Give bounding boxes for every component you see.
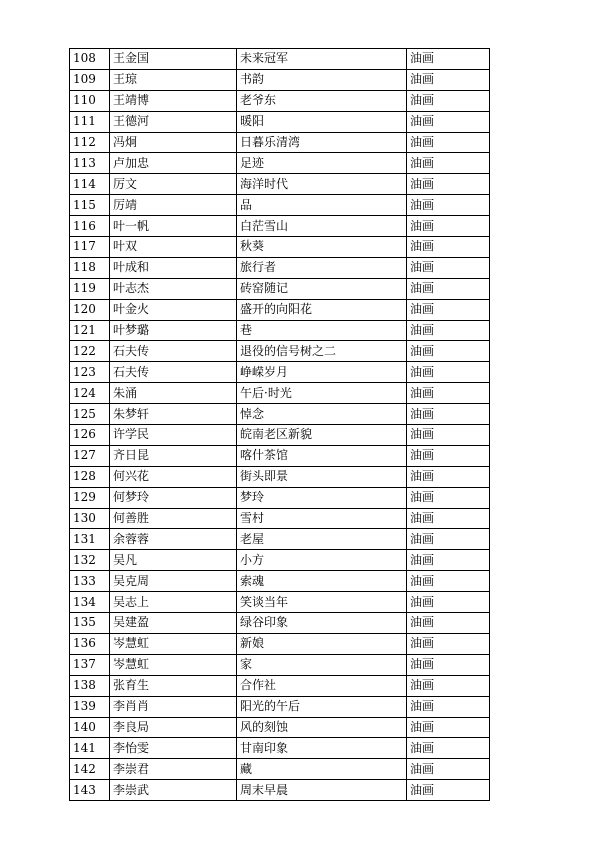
author-name-cell: 李怡雯 bbox=[110, 738, 237, 759]
entry-number-cell: 114 bbox=[70, 174, 110, 195]
author-name-cell: 叶成和 bbox=[110, 257, 237, 278]
table-row bbox=[70, 571, 490, 592]
medium-cell: 油画 bbox=[407, 278, 490, 299]
author-name-cell: 李崇君 bbox=[110, 759, 237, 780]
author-name-cell: 李肖肖 bbox=[110, 696, 237, 717]
author-name-cell: 叶梦璐 bbox=[110, 320, 237, 341]
medium-cell: 油画 bbox=[407, 320, 490, 341]
entry-number-cell: 139 bbox=[70, 696, 110, 717]
medium-cell: 油画 bbox=[407, 654, 490, 675]
author-name-cell: 李崇武 bbox=[110, 780, 237, 801]
medium-cell: 油画 bbox=[407, 404, 490, 425]
medium-cell: 油画 bbox=[407, 174, 490, 195]
medium-cell: 油画 bbox=[407, 299, 490, 320]
table-row bbox=[70, 299, 490, 320]
table-row bbox=[70, 111, 490, 132]
author-name-cell: 王靖博 bbox=[110, 90, 237, 111]
entry-number-cell: 125 bbox=[70, 404, 110, 425]
artwork-title-cell: 家 bbox=[237, 654, 407, 675]
artwork-title-cell: 皖南老区新貌 bbox=[237, 425, 407, 446]
table-row bbox=[70, 613, 490, 634]
artwork-title-cell: 老爷东 bbox=[237, 90, 407, 111]
artwork-table bbox=[69, 48, 490, 801]
author-name-cell: 厉靖 bbox=[110, 195, 237, 216]
table-row bbox=[70, 237, 490, 258]
artwork-title-cell: 砖窑随记 bbox=[237, 278, 407, 299]
table-row bbox=[70, 320, 490, 341]
entry-number-cell: 129 bbox=[70, 487, 110, 508]
entry-number-cell: 134 bbox=[70, 592, 110, 613]
entry-number-cell: 130 bbox=[70, 508, 110, 529]
table-row bbox=[70, 174, 490, 195]
medium-cell: 油画 bbox=[407, 592, 490, 613]
table-row bbox=[70, 529, 490, 550]
entry-number-cell: 110 bbox=[70, 90, 110, 111]
medium-cell: 油画 bbox=[407, 362, 490, 383]
artwork-title-cell: 未来冠军 bbox=[237, 49, 407, 70]
author-name-cell: 何善胜 bbox=[110, 508, 237, 529]
author-name-cell: 李良局 bbox=[110, 717, 237, 738]
medium-cell: 油画 bbox=[407, 550, 490, 571]
artwork-title-cell: 退役的信号树之二 bbox=[237, 341, 407, 362]
table-row bbox=[70, 487, 490, 508]
entry-number-cell: 120 bbox=[70, 299, 110, 320]
artwork-title-cell: 笑谈当年 bbox=[237, 592, 407, 613]
artwork-title-cell: 风的刻蚀 bbox=[237, 717, 407, 738]
entry-number-cell: 121 bbox=[70, 320, 110, 341]
artwork-title-cell: 新娘 bbox=[237, 633, 407, 654]
artwork-title-cell: 秋葵 bbox=[237, 237, 407, 258]
table-row bbox=[70, 216, 490, 237]
artwork-title-cell: 盛开的向阳花 bbox=[237, 299, 407, 320]
medium-cell: 油画 bbox=[407, 257, 490, 278]
table-row bbox=[70, 445, 490, 466]
artwork-title-cell: 旅行者 bbox=[237, 257, 407, 278]
table-row bbox=[70, 633, 490, 654]
medium-cell: 油画 bbox=[407, 341, 490, 362]
medium-cell: 油画 bbox=[407, 529, 490, 550]
entry-number-cell: 142 bbox=[70, 759, 110, 780]
artwork-title-cell: 日暮乐清湾 bbox=[237, 132, 407, 153]
entry-number-cell: 140 bbox=[70, 717, 110, 738]
entry-number-cell: 118 bbox=[70, 257, 110, 278]
medium-cell: 油画 bbox=[407, 445, 490, 466]
artwork-title-cell: 梦玲 bbox=[237, 487, 407, 508]
medium-cell: 油画 bbox=[407, 49, 490, 70]
artwork-title-cell: 街头即景 bbox=[237, 466, 407, 487]
artwork-title-cell: 喀什茶馆 bbox=[237, 445, 407, 466]
author-name-cell: 何梦玲 bbox=[110, 487, 237, 508]
entry-number-cell: 126 bbox=[70, 425, 110, 446]
medium-cell: 油画 bbox=[407, 738, 490, 759]
author-name-cell: 冯炯 bbox=[110, 132, 237, 153]
medium-cell: 油画 bbox=[407, 675, 490, 696]
table-row bbox=[70, 341, 490, 362]
entry-number-cell: 141 bbox=[70, 738, 110, 759]
author-name-cell: 齐日昆 bbox=[110, 445, 237, 466]
artwork-title-cell: 书韵 bbox=[237, 69, 407, 90]
entry-number-cell: 119 bbox=[70, 278, 110, 299]
author-name-cell: 吴建盈 bbox=[110, 613, 237, 634]
medium-cell: 油画 bbox=[407, 132, 490, 153]
author-name-cell: 吴克周 bbox=[110, 571, 237, 592]
table-row bbox=[70, 278, 490, 299]
medium-cell: 油画 bbox=[407, 237, 490, 258]
artwork-title-cell: 绿谷印象 bbox=[237, 613, 407, 634]
author-name-cell: 吴志上 bbox=[110, 592, 237, 613]
table-row bbox=[70, 49, 490, 70]
table-row bbox=[70, 759, 490, 780]
entry-number-cell: 117 bbox=[70, 237, 110, 258]
artwork-title-cell: 午后·时光 bbox=[237, 383, 407, 404]
table-row bbox=[70, 696, 490, 717]
author-name-cell: 余蓉蓉 bbox=[110, 529, 237, 550]
entry-number-cell: 123 bbox=[70, 362, 110, 383]
table-row bbox=[70, 508, 490, 529]
medium-cell: 油画 bbox=[407, 571, 490, 592]
medium-cell: 油画 bbox=[407, 508, 490, 529]
artwork-title-cell: 合作社 bbox=[237, 675, 407, 696]
table-row bbox=[70, 404, 490, 425]
table-row bbox=[70, 257, 490, 278]
table-row bbox=[70, 550, 490, 571]
author-name-cell: 朱涌 bbox=[110, 383, 237, 404]
artwork-title-cell: 甘南印象 bbox=[237, 738, 407, 759]
entry-number-cell: 109 bbox=[70, 69, 110, 90]
artwork-title-cell: 藏 bbox=[237, 759, 407, 780]
medium-cell: 油画 bbox=[407, 487, 490, 508]
entry-number-cell: 136 bbox=[70, 633, 110, 654]
table-row bbox=[70, 153, 490, 174]
author-name-cell: 王金国 bbox=[110, 49, 237, 70]
table-row bbox=[70, 383, 490, 404]
entry-number-cell: 131 bbox=[70, 529, 110, 550]
artwork-title-cell: 索魂 bbox=[237, 571, 407, 592]
table-row bbox=[70, 132, 490, 153]
author-name-cell: 张育生 bbox=[110, 675, 237, 696]
table-row bbox=[70, 675, 490, 696]
table-row bbox=[70, 195, 490, 216]
author-name-cell: 岑慧虹 bbox=[110, 654, 237, 675]
table-row bbox=[70, 425, 490, 446]
entry-number-cell: 128 bbox=[70, 466, 110, 487]
entry-number-cell: 122 bbox=[70, 341, 110, 362]
entry-number-cell: 132 bbox=[70, 550, 110, 571]
artwork-title-cell: 小方 bbox=[237, 550, 407, 571]
table-row bbox=[70, 654, 490, 675]
entry-number-cell: 108 bbox=[70, 49, 110, 70]
entry-number-cell: 127 bbox=[70, 445, 110, 466]
medium-cell: 油画 bbox=[407, 613, 490, 634]
entry-number-cell: 115 bbox=[70, 195, 110, 216]
artwork-title-cell: 悼念 bbox=[237, 404, 407, 425]
medium-cell: 油画 bbox=[407, 383, 490, 404]
author-name-cell: 厉文 bbox=[110, 174, 237, 195]
table-row bbox=[70, 90, 490, 111]
medium-cell: 油画 bbox=[407, 717, 490, 738]
author-name-cell: 叶金火 bbox=[110, 299, 237, 320]
table-row bbox=[70, 738, 490, 759]
artwork-title-cell: 足迹 bbox=[237, 153, 407, 174]
table-row bbox=[70, 592, 490, 613]
author-name-cell: 许学民 bbox=[110, 425, 237, 446]
artwork-title-cell: 雪村 bbox=[237, 508, 407, 529]
medium-cell: 油画 bbox=[407, 780, 490, 801]
author-name-cell: 叶志杰 bbox=[110, 278, 237, 299]
medium-cell: 油画 bbox=[407, 216, 490, 237]
medium-cell: 油画 bbox=[407, 425, 490, 446]
entry-number-cell: 124 bbox=[70, 383, 110, 404]
entry-number-cell: 133 bbox=[70, 571, 110, 592]
medium-cell: 油画 bbox=[407, 633, 490, 654]
artwork-title-cell: 暖阳 bbox=[237, 111, 407, 132]
author-name-cell: 石夫传 bbox=[110, 341, 237, 362]
entry-number-cell: 143 bbox=[70, 780, 110, 801]
table-row bbox=[70, 69, 490, 90]
medium-cell: 油画 bbox=[407, 466, 490, 487]
author-name-cell: 岑慧虹 bbox=[110, 633, 237, 654]
artwork-title-cell: 巷 bbox=[237, 320, 407, 341]
entry-number-cell: 137 bbox=[70, 654, 110, 675]
author-name-cell: 卢加忠 bbox=[110, 153, 237, 174]
medium-cell: 油画 bbox=[407, 153, 490, 174]
artwork-title-cell: 白茫雪山 bbox=[237, 216, 407, 237]
medium-cell: 油画 bbox=[407, 696, 490, 717]
author-name-cell: 何兴花 bbox=[110, 466, 237, 487]
artwork-title-cell: 阳光的午后 bbox=[237, 696, 407, 717]
table-row bbox=[70, 466, 490, 487]
artwork-table-body bbox=[70, 49, 490, 801]
medium-cell: 油画 bbox=[407, 69, 490, 90]
table-row bbox=[70, 780, 490, 801]
author-name-cell: 叶一帆 bbox=[110, 216, 237, 237]
medium-cell: 油画 bbox=[407, 90, 490, 111]
table-row bbox=[70, 362, 490, 383]
author-name-cell: 王琼 bbox=[110, 69, 237, 90]
artwork-title-cell: 品 bbox=[237, 195, 407, 216]
medium-cell: 油画 bbox=[407, 111, 490, 132]
artwork-title-cell: 峥嵘岁月 bbox=[237, 362, 407, 383]
author-name-cell: 王德河 bbox=[110, 111, 237, 132]
artwork-title-cell: 老屋 bbox=[237, 529, 407, 550]
medium-cell: 油画 bbox=[407, 195, 490, 216]
artwork-title-cell: 海洋时代 bbox=[237, 174, 407, 195]
entry-number-cell: 135 bbox=[70, 613, 110, 634]
artwork-title-cell: 周末早晨 bbox=[237, 780, 407, 801]
table-row bbox=[70, 717, 490, 738]
entry-number-cell: 116 bbox=[70, 216, 110, 237]
author-name-cell: 朱梦轩 bbox=[110, 404, 237, 425]
entry-number-cell: 113 bbox=[70, 153, 110, 174]
author-name-cell: 石夫传 bbox=[110, 362, 237, 383]
entry-number-cell: 112 bbox=[70, 132, 110, 153]
author-name-cell: 叶双 bbox=[110, 237, 237, 258]
author-name-cell: 吴凡 bbox=[110, 550, 237, 571]
entry-number-cell: 138 bbox=[70, 675, 110, 696]
entry-number-cell: 111 bbox=[70, 111, 110, 132]
medium-cell: 油画 bbox=[407, 759, 490, 780]
